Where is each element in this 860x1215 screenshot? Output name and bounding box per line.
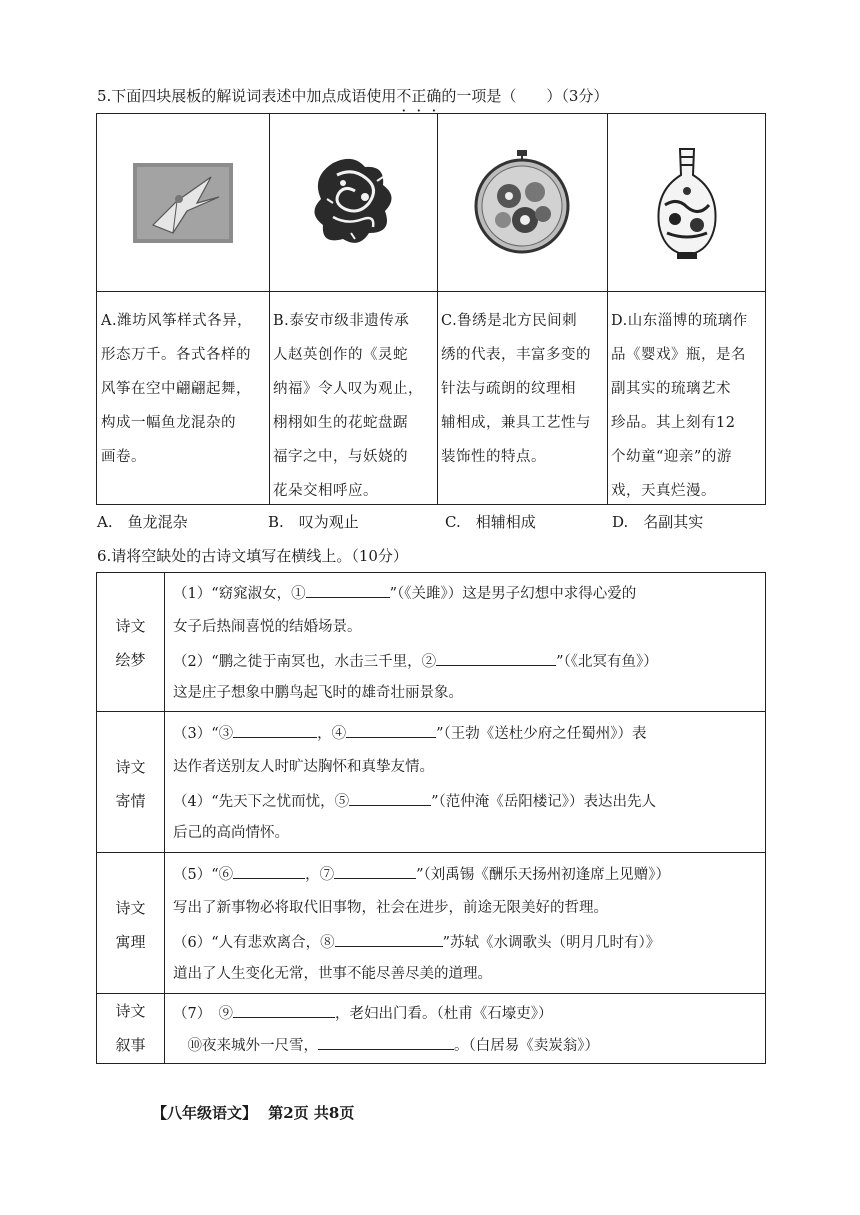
- category-narrative: 诗文 叙事: [115, 1002, 146, 1054]
- answer-blank-8[interactable]: [335, 932, 443, 947]
- q6-line-8: 后己的高尚情怀。: [173, 825, 289, 841]
- category-emotion: 诗文 寄情: [115, 758, 146, 810]
- q6-line-13: （7） ⑨ ，老妇出门看。（杜甫《石壕吏》）: [173, 1003, 763, 1024]
- category-reason: 诗文 寓理: [115, 899, 146, 951]
- emphasis-dot-char: 不: [396, 87, 412, 105]
- answer-blank-7[interactable]: [334, 864, 416, 879]
- q6-line-1: （1）“窈窕淑女，① ”（《关雎》）这是男子幻想中求得心爱的: [173, 583, 763, 604]
- kite-photo-icon: [97, 114, 269, 291]
- panel-d-text: D.山东淄博的琉璃作 品《婴戏》瓶，是名 副其实的琉璃艺术 珍品。其上刻有12 个幼童“迎亲”的游 戏，天真烂漫。: [611, 313, 748, 499]
- answer-blank-9[interactable]: [233, 1003, 335, 1018]
- answer-blank-2[interactable]: [436, 651, 556, 666]
- q6-line-11: （6）“人有悲欢离合，⑧ ”苏轼《水调歌头（明月几时有）》: [173, 932, 763, 953]
- q6-line-2: 女子后热闹喜悦的结婚场景。: [173, 619, 362, 635]
- q6-line-10: 写出了新事物必将取代旧事物，社会在进步，前途无限美好的哲理。: [173, 900, 608, 916]
- glass-vase-icon: [607, 114, 767, 291]
- option-a: A. 鱼龙混杂: [97, 513, 188, 531]
- page-footer: 【八年级语文】 第2页 共8页: [152, 1104, 355, 1122]
- panel-b-text: B.泰安市级非遗传承 人赵英创作的《灵蛇 纳福》令人叹为观止， 栩栩如生的花蛇盘踞 福字之中，与妖娆的 花朵交相呼应。: [273, 313, 423, 499]
- emphasis-dot-char: 正: [411, 87, 427, 105]
- answer-blank-10[interactable]: [318, 1035, 454, 1050]
- q6-line-7: （4）“先天下之忧而忧，⑤ ”（范仲淹《岳阳楼记》）表达出先人: [173, 791, 763, 812]
- answer-blank-1[interactable]: [306, 583, 390, 598]
- q6-line-3: （2）“鹏之徙于南冥也，水击三千里，② ”（《北冥有鱼》）: [173, 651, 763, 672]
- q6-line-4: 这是庄子想象中鹏鸟起飞时的雄奇壮丽景象。: [173, 685, 463, 701]
- option-d: D. 名副其实: [612, 513, 704, 531]
- category-dream: 诗文 绘梦: [115, 617, 146, 669]
- panel-c-text: C.鲁绣是北方民间刺 绣的代表，丰富多变的 针法与疏朗的纹理相 辅相成，兼具工艺性与 装饰性的特点。: [441, 313, 591, 465]
- answer-blank-6[interactable]: [233, 864, 305, 879]
- option-b: B. 叹为观止: [268, 513, 359, 531]
- q6-line-12: 道出了人生变化无常，世事不能尽善尽美的道理。: [173, 966, 492, 982]
- q6-line-6: 达作者送别友人时旷达胸怀和真挚友情。: [173, 759, 434, 775]
- q6-title: 6.请将空缺处的古诗文填写在横线上。（10分）: [97, 547, 408, 565]
- q6-line-9: （5）“⑥ ，⑦ ”（刘禹锡《酬乐天扬州初逢席上见赠》）: [173, 864, 763, 885]
- panel-a-text: A.潍坊风筝样式各异， 形态万千。各式各样的 风筝在空中翩翩起舞， 构成一幅鱼龙混杂的 画卷。: [101, 313, 253, 465]
- paper-cut-snake-icon: [269, 114, 437, 291]
- answer-blank-4[interactable]: [346, 723, 436, 738]
- q6-line-5: （3）“③ ，④ ”（王勃《送杜少府之任蜀州》）表: [173, 723, 763, 744]
- q6-table: [96, 572, 766, 1064]
- emphasis-dot-char: 确: [426, 87, 442, 105]
- q5-table: [96, 113, 766, 505]
- answer-blank-3[interactable]: [233, 723, 317, 738]
- option-c: C. 相辅相成: [445, 513, 536, 531]
- q6-line-14: ⑩夜来城外一尺雪， 。（白居易《卖炭翁》）: [173, 1035, 763, 1056]
- answer-blank-5[interactable]: [349, 791, 431, 806]
- q5-title: 5.下面四块展板的解说词表述中加点成语使用不正确的一项是（ ）（3分）: [97, 87, 609, 105]
- embroidery-hoop-icon: [437, 114, 607, 291]
